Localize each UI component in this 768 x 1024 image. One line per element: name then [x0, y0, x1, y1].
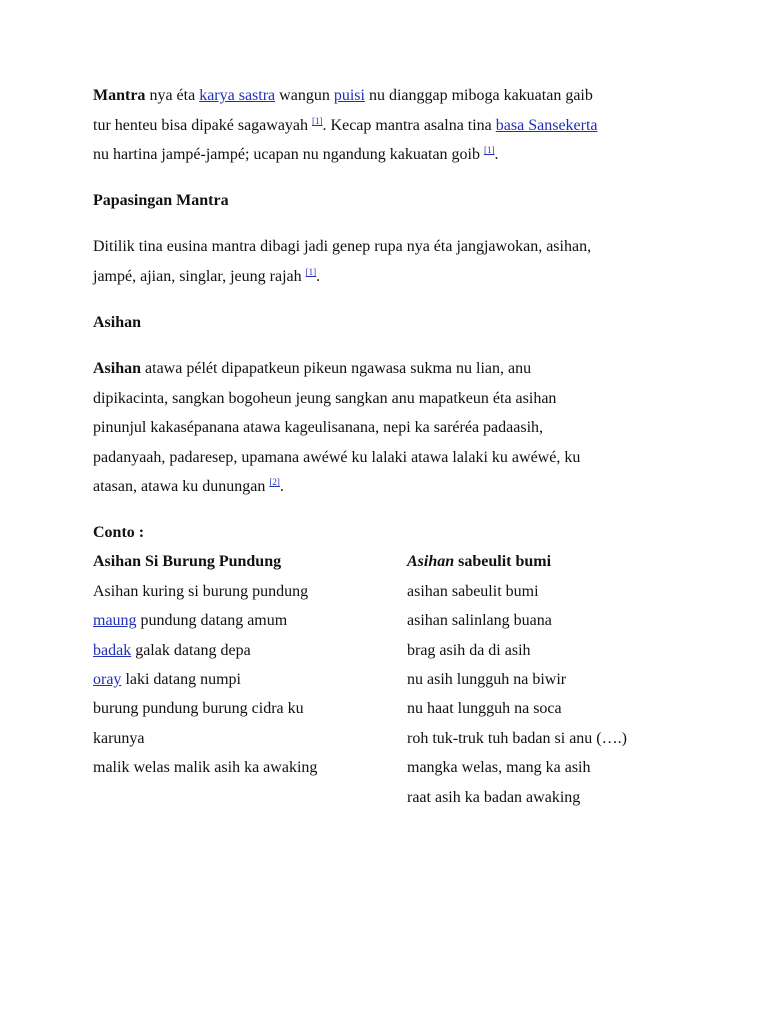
text: pundung datang amum	[136, 612, 288, 629]
title-text: Asihan Si Burung Pundung	[93, 553, 282, 570]
poem-right-title	[407, 552, 551, 572]
link-badak[interactable]: badak	[93, 642, 132, 659]
section1-line-1: Ditilik tina eusina mantra dibagi jadi genep rupa nya éta jangjawokan, asihan,	[93, 238, 592, 255]
text: atawa pélét dipapatkeun pikeun ngawasa sukma nu lian, anu	[141, 360, 532, 377]
footnote-ref-1[interactable]: [1]	[483, 145, 495, 155]
heading-text: Papasingan Mantra	[93, 192, 229, 209]
link-basa-sansekerta[interactable]: basa Sansekerta	[495, 117, 598, 134]
footnote-ref-1[interactable]: [1]	[312, 116, 323, 126]
text: nu hartina jampé-jampé; ucapan nu ngandung kakuatan goib	[93, 146, 484, 163]
title-em: Asihan	[407, 553, 455, 570]
intro-line-1	[93, 86, 593, 106]
poem-left-line: malik welas malik asih ka awaking	[93, 759, 318, 776]
text: atasan, atawa ku dunungan	[93, 478, 270, 495]
text: galak datang depa	[131, 642, 251, 659]
section1-line-2	[93, 267, 320, 287]
asihan-line-4: padanyaah, padaresep, upamana awéwé ku lalaki atawa lalaki ku awéwé, ku	[93, 449, 581, 466]
term-asihan: Asihan	[93, 360, 142, 377]
conto-label	[93, 523, 144, 543]
text: jampé, ajian, singlar, jeung rajah	[93, 268, 306, 285]
poem-left-line: burung pundung burung cidra ku	[93, 700, 304, 717]
intro-line-3	[93, 145, 498, 165]
text: . Kecap mantra asalna tina	[322, 117, 496, 134]
text: nu dianggap miboga kakuatan gaib	[364, 87, 593, 104]
link-karya-sastra[interactable]: karya sastra	[199, 87, 276, 104]
text: laki datang numpi	[121, 671, 241, 688]
poem-left-line: karunya	[93, 730, 145, 747]
link-maung[interactable]: maung	[93, 612, 137, 629]
text: nya éta	[145, 87, 200, 104]
footnote-ref-1[interactable]: [1]	[305, 267, 317, 277]
link-puisi[interactable]: puisi	[333, 87, 365, 104]
heading-asihan	[93, 313, 141, 333]
poem-left-line: Asihan kuring si burung pundung	[93, 583, 309, 600]
poem-right-line: brag asih da di asih	[407, 642, 531, 659]
asihan-line-2: dipikacinta, sangkan bogoheun jeung sangkan anu mapatkeun éta asihan	[93, 390, 557, 407]
text: .	[279, 478, 284, 495]
link-oray[interactable]: oray	[93, 671, 122, 688]
poem-right-line: roh tuk-truk tuh badan si anu (….)	[407, 730, 627, 747]
asihan-line-5	[93, 477, 284, 497]
poem-left-line	[93, 670, 241, 690]
heading-text: Asihan	[93, 314, 142, 331]
poem-left-line	[93, 611, 287, 631]
poem-left-line	[93, 641, 251, 661]
label-text: Conto :	[93, 524, 145, 541]
poem-right-line: nu asih lungguh na biwir	[407, 671, 567, 688]
poem-left-title	[93, 552, 281, 572]
poem-right-line: raat asih ka badan awaking	[407, 789, 581, 806]
title-rest: sabeulit bumi	[454, 553, 552, 570]
intro-line-2	[93, 116, 598, 136]
term-mantra: Mantra	[93, 87, 146, 104]
poem-right-line: asihan sabeulit bumi	[407, 583, 539, 600]
text: tur henteu bisa dipaké sagawayah	[93, 117, 313, 134]
heading-papasingan-mantra	[93, 191, 229, 211]
poem-right-line: nu haat lungguh na soca	[407, 700, 562, 717]
footnote-ref-2[interactable]: [2]	[269, 477, 280, 487]
asihan-line-3: pinunjul kakasépanana atawa kageulisanana, nepi ka saréréa padaasih,	[93, 419, 544, 436]
poem-right-line: mangka welas, mang ka asih	[407, 759, 591, 776]
asihan-line-1	[93, 359, 531, 379]
text: .	[494, 146, 499, 163]
text: wangun	[275, 87, 334, 104]
poem-right-line: asihan salinlang buana	[407, 612, 552, 629]
text: .	[316, 268, 321, 285]
